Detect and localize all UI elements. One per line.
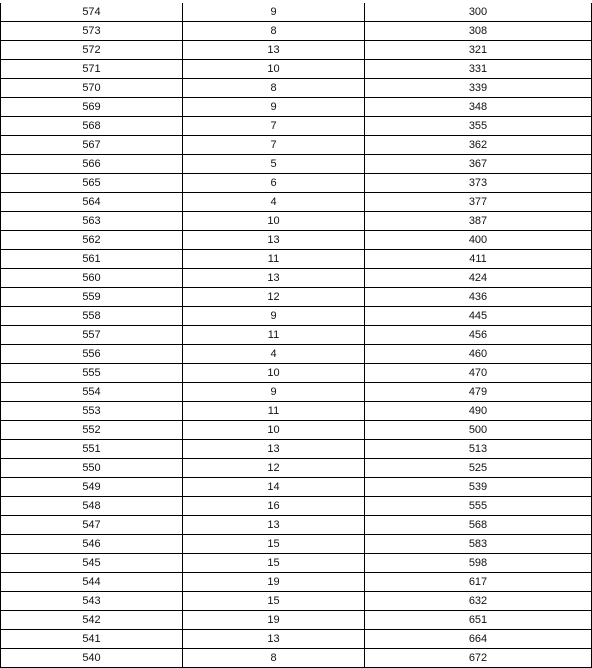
cumulative-cell: 300 — [365, 3, 592, 22]
cumulative-cell: 387 — [365, 212, 592, 231]
table-row — [1, 611, 592, 630]
count-cell: 15 — [183, 535, 365, 554]
cumulative-cell: 460 — [365, 345, 592, 364]
cumulative-cell: 500 — [365, 421, 592, 440]
table-row — [1, 98, 592, 117]
score-cell: 571 — [1, 60, 183, 79]
score-cell: 548 — [1, 497, 183, 516]
table-row — [1, 364, 592, 383]
count-cell: 11 — [183, 250, 365, 269]
count-cell: 8 — [183, 649, 365, 668]
count-cell: 7 — [183, 136, 365, 155]
table-row — [1, 440, 592, 459]
table-row — [1, 459, 592, 478]
table-row — [1, 250, 592, 269]
count-cell: 14 — [183, 478, 365, 497]
score-cell: 574 — [1, 3, 183, 22]
score-cell: 545 — [1, 554, 183, 573]
count-cell: 9 — [183, 98, 365, 117]
score-cell: 557 — [1, 326, 183, 345]
cumulative-cell: 490 — [365, 402, 592, 421]
table-row — [1, 269, 592, 288]
count-cell: 8 — [183, 22, 365, 41]
table-row — [1, 288, 592, 307]
score-cell: 551 — [1, 440, 183, 459]
cumulative-cell: 479 — [365, 383, 592, 402]
table-row — [1, 630, 592, 649]
count-cell: 13 — [183, 630, 365, 649]
score-cell: 541 — [1, 630, 183, 649]
table-row — [1, 79, 592, 98]
score-cell: 540 — [1, 649, 183, 668]
count-cell: 13 — [183, 41, 365, 60]
score-cell: 563 — [1, 212, 183, 231]
table-row — [1, 136, 592, 155]
cumulative-cell: 436 — [365, 288, 592, 307]
table-row — [1, 231, 592, 250]
table-row — [1, 497, 592, 516]
count-cell: 15 — [183, 592, 365, 611]
table-row — [1, 554, 592, 573]
score-cell: 561 — [1, 250, 183, 269]
table-row — [1, 326, 592, 345]
cumulative-cell: 355 — [365, 117, 592, 136]
count-cell: 19 — [183, 573, 365, 592]
table-row — [1, 649, 592, 668]
count-cell: 11 — [183, 402, 365, 421]
score-cell: 550 — [1, 459, 183, 478]
table-row — [1, 516, 592, 535]
score-cell: 572 — [1, 41, 183, 60]
score-cell: 566 — [1, 155, 183, 174]
cumulative-cell: 373 — [365, 174, 592, 193]
table-body — [1, 3, 592, 668]
score-cell: 564 — [1, 193, 183, 212]
cumulative-cell: 513 — [365, 440, 592, 459]
count-cell: 15 — [183, 554, 365, 573]
table-row — [1, 117, 592, 136]
cumulative-cell: 367 — [365, 155, 592, 174]
score-cell: 546 — [1, 535, 183, 554]
score-cell: 558 — [1, 307, 183, 326]
cumulative-cell: 339 — [365, 79, 592, 98]
cumulative-cell: 445 — [365, 307, 592, 326]
score-cell: 560 — [1, 269, 183, 288]
score-cell: 547 — [1, 516, 183, 535]
table-row — [1, 193, 592, 212]
count-cell: 13 — [183, 516, 365, 535]
cumulative-cell: 672 — [365, 649, 592, 668]
cumulative-cell: 583 — [365, 535, 592, 554]
cumulative-cell: 539 — [365, 478, 592, 497]
table-row — [1, 383, 592, 402]
count-cell: 19 — [183, 611, 365, 630]
score-cell: 549 — [1, 478, 183, 497]
cumulative-cell: 555 — [365, 497, 592, 516]
cumulative-cell: 411 — [365, 250, 592, 269]
count-cell: 4 — [183, 345, 365, 364]
table-row — [1, 3, 592, 22]
count-cell: 11 — [183, 326, 365, 345]
count-cell: 4 — [183, 193, 365, 212]
count-cell: 9 — [183, 383, 365, 402]
cumulative-cell: 470 — [365, 364, 592, 383]
count-cell: 13 — [183, 231, 365, 250]
table-row — [1, 155, 592, 174]
score-cell: 542 — [1, 611, 183, 630]
score-cell: 554 — [1, 383, 183, 402]
count-cell: 10 — [183, 421, 365, 440]
table-row — [1, 478, 592, 497]
count-cell: 7 — [183, 117, 365, 136]
score-cell: 553 — [1, 402, 183, 421]
score-cell: 562 — [1, 231, 183, 250]
table-row — [1, 41, 592, 60]
cumulative-cell: 377 — [365, 193, 592, 212]
score-cell: 544 — [1, 573, 183, 592]
score-cell: 567 — [1, 136, 183, 155]
cumulative-cell: 632 — [365, 592, 592, 611]
cumulative-cell: 525 — [365, 459, 592, 478]
count-cell: 10 — [183, 364, 365, 383]
score-cell: 556 — [1, 345, 183, 364]
cumulative-cell: 651 — [365, 611, 592, 630]
count-cell: 16 — [183, 497, 365, 516]
cumulative-cell: 321 — [365, 41, 592, 60]
score-cell: 573 — [1, 22, 183, 41]
score-cell: 570 — [1, 79, 183, 98]
score-cell: 552 — [1, 421, 183, 440]
table-row — [1, 421, 592, 440]
count-cell: 5 — [183, 155, 365, 174]
table-row — [1, 174, 592, 193]
table-row — [1, 22, 592, 41]
score-cell: 565 — [1, 174, 183, 193]
cumulative-cell: 362 — [365, 136, 592, 155]
table-row — [1, 592, 592, 611]
count-cell: 6 — [183, 174, 365, 193]
score-cell: 569 — [1, 98, 183, 117]
cumulative-cell: 424 — [365, 269, 592, 288]
score-cell: 543 — [1, 592, 183, 611]
table-row — [1, 535, 592, 554]
table-row — [1, 573, 592, 592]
table-row — [1, 402, 592, 421]
count-cell: 9 — [183, 3, 365, 22]
cumulative-cell: 400 — [365, 231, 592, 250]
count-cell: 10 — [183, 60, 365, 79]
count-cell: 12 — [183, 288, 365, 307]
cumulative-cell: 617 — [365, 573, 592, 592]
count-cell: 12 — [183, 459, 365, 478]
cumulative-cell: 456 — [365, 326, 592, 345]
count-cell: 13 — [183, 440, 365, 459]
count-cell: 13 — [183, 269, 365, 288]
cumulative-cell: 568 — [365, 516, 592, 535]
table-row — [1, 345, 592, 364]
cumulative-cell: 664 — [365, 630, 592, 649]
count-cell: 10 — [183, 212, 365, 231]
table-row — [1, 212, 592, 231]
score-cell: 559 — [1, 288, 183, 307]
cumulative-cell: 308 — [365, 22, 592, 41]
table-row — [1, 60, 592, 79]
cumulative-cell: 348 — [365, 98, 592, 117]
score-table — [0, 3, 592, 668]
cumulative-cell: 331 — [365, 60, 592, 79]
count-cell: 9 — [183, 307, 365, 326]
cumulative-cell: 598 — [365, 554, 592, 573]
score-cell: 555 — [1, 364, 183, 383]
table-row — [1, 307, 592, 326]
score-cell: 568 — [1, 117, 183, 136]
count-cell: 8 — [183, 79, 365, 98]
